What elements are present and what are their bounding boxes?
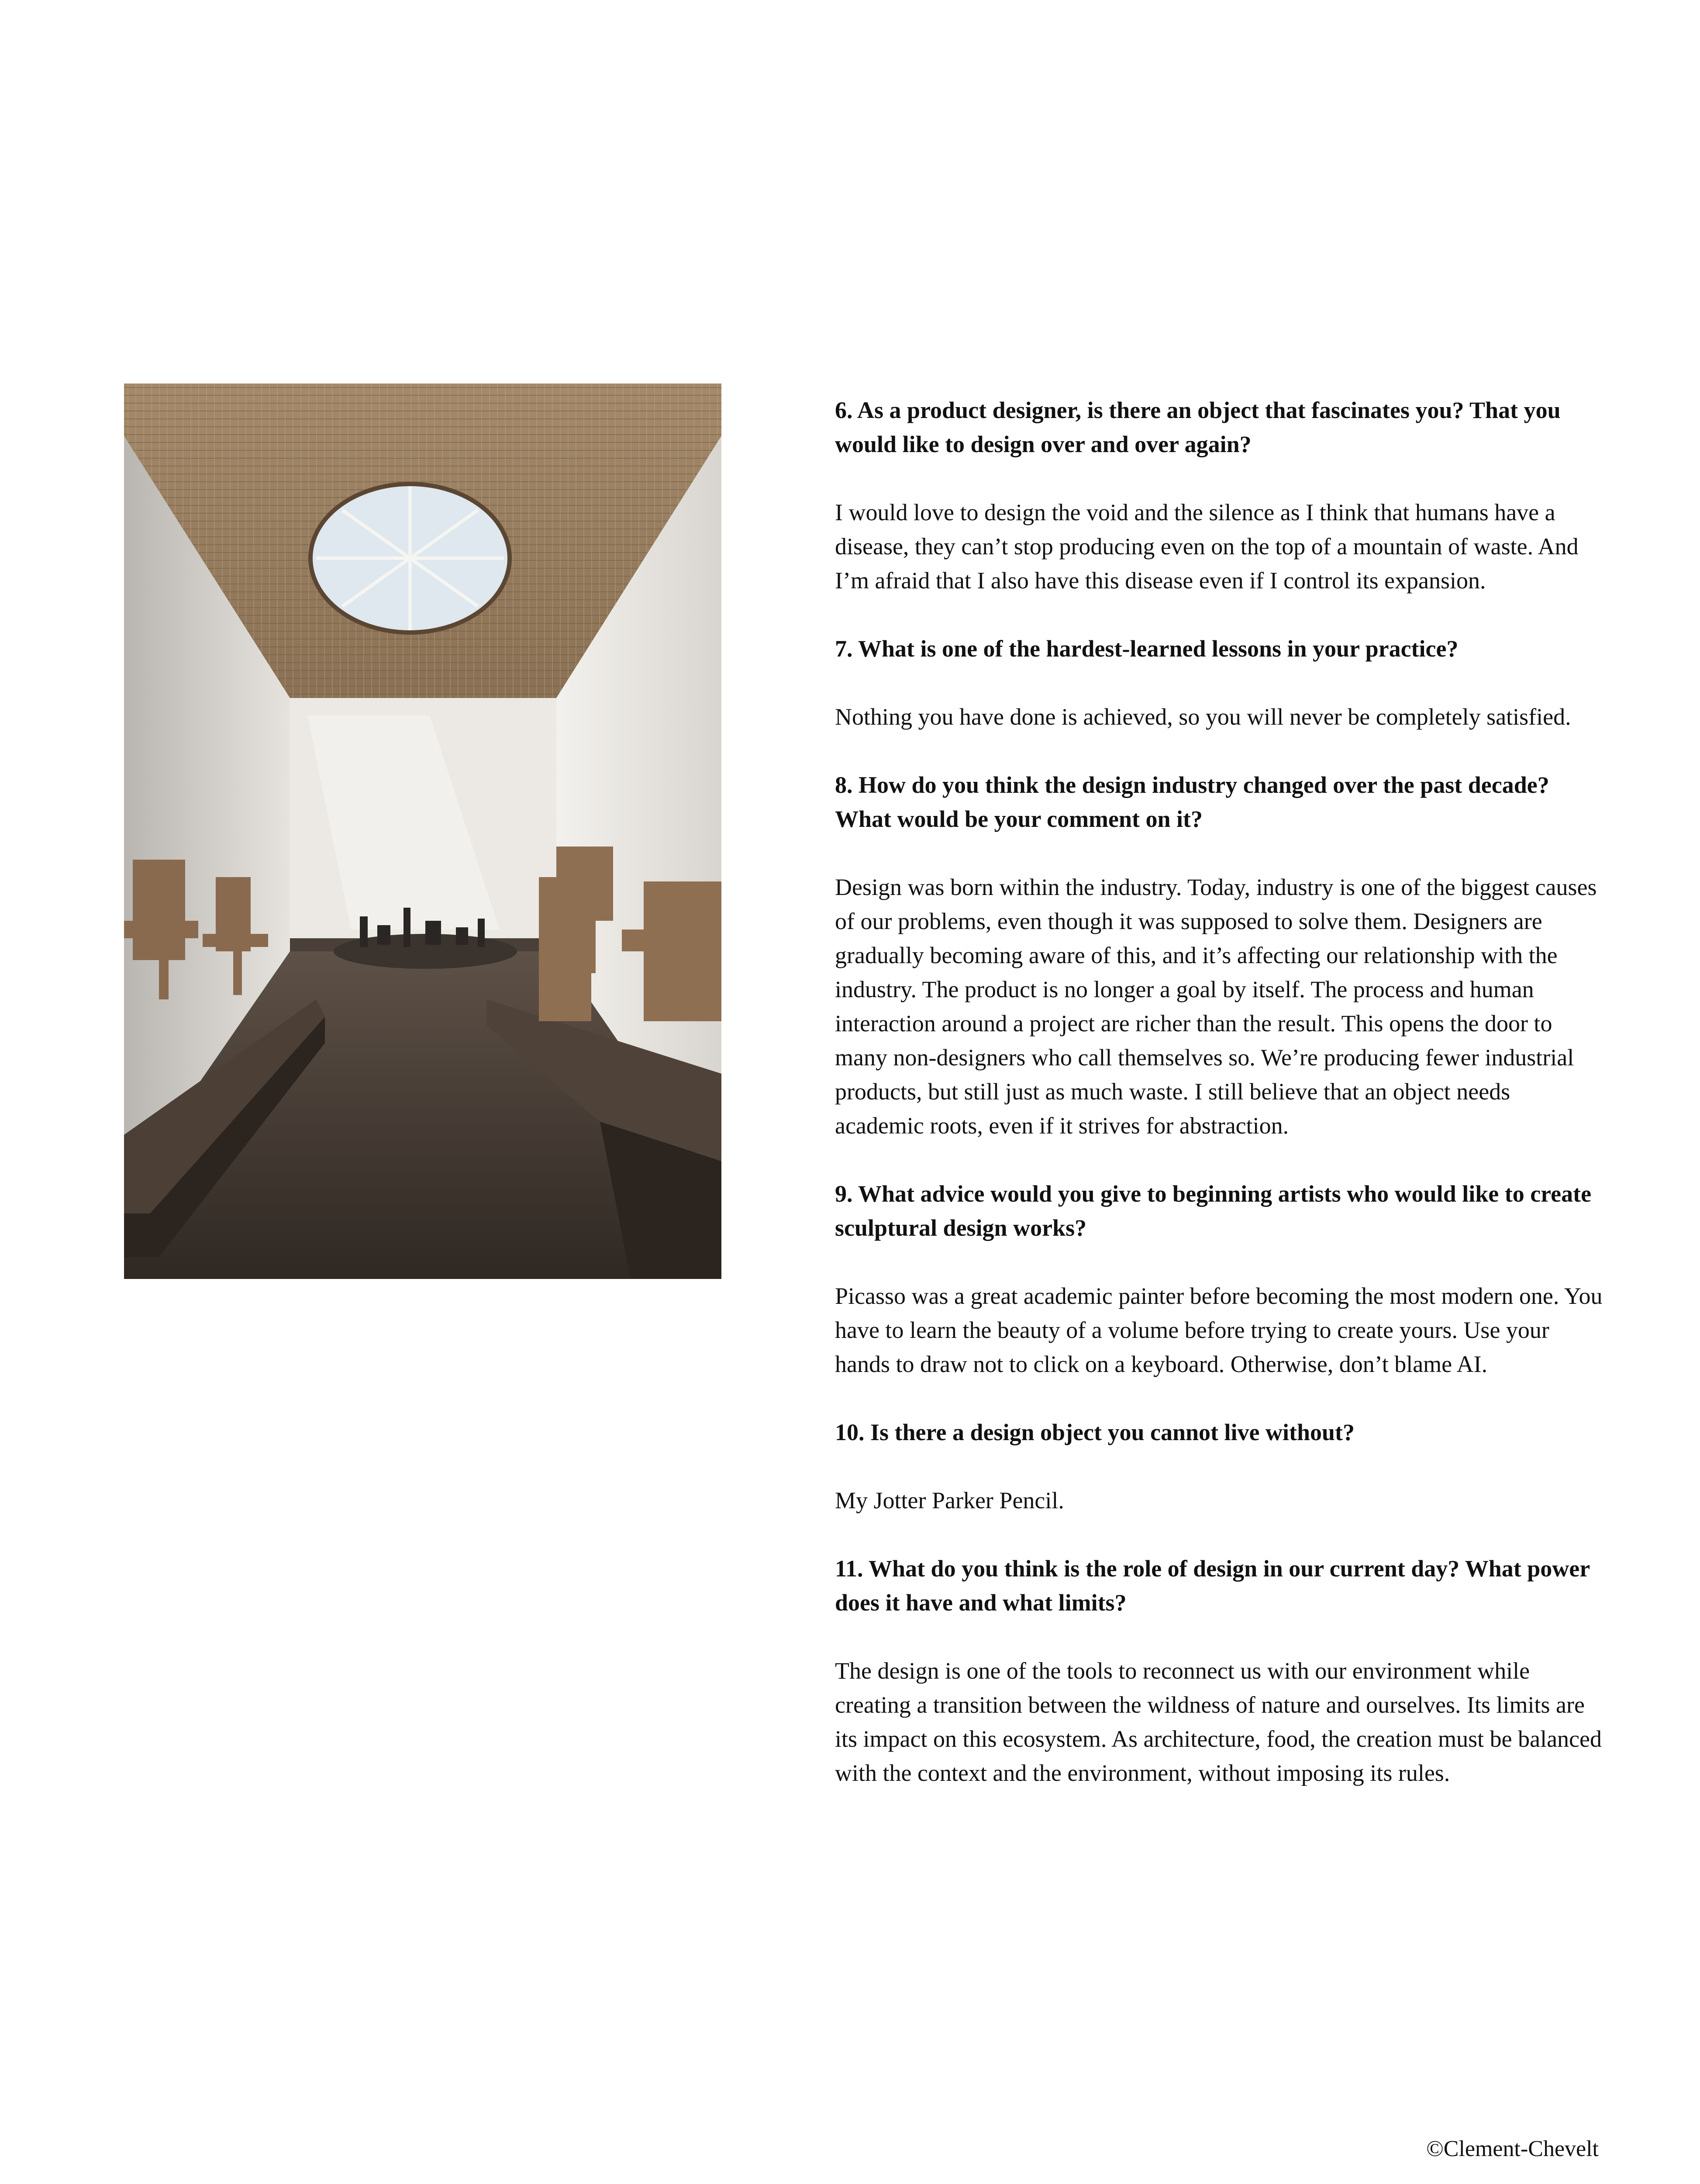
answer-8: Design was born within the industry. Today, industry is one of the biggest causes of our problems, even though it was supposed to solve them. Designers are gradually becoming aware of this, and it’s affecting our relationship with the industry. The product is no longer a goal by itself. The process and human interaction around a project are richer than the result. This opens the door to many non-designers who call themselves so. We’re producing fewer industrial products, but still just as much waste. I still believe that an object needs academic roots, even if it strives for abstraction. <box>835 874 1597 1139</box>
answer-6: I would love to design the void and the silence as I think that humans have a disease, they can’t stop producing even on the top of a mountain of waste. And I’m afraid that I also have this disease even if I control its expansion. <box>835 499 1579 594</box>
answer-10: My Jotter Parker Pencil. <box>835 1487 1064 1514</box>
question-8: 8. How do you think the design industry changed over the past decade? What would be your comment on it? <box>835 772 1549 832</box>
answer-9: Picasso was a great academic painter before becoming the most modern one. You have to learn the beauty of a volume before trying to create yours. Use your hands to draw not to click on a keyboard. Otherwise, don’t blame AI. <box>835 1283 1603 1377</box>
answer-11: The design is one of the tools to reconnect us with our environment while creating a transition between the wildness of nature and ourselves. Its limits are its impact on this ecosystem. As architecture, food, the creation must be balanced with the context and the environment, without imposing its rules. <box>835 1658 1602 1786</box>
photo-credit: ©Clement-Chevelt <box>1426 2136 1599 2161</box>
question-7: 7. What is one of the hardest-learned lessons in your practice? <box>835 636 1459 662</box>
question-6: 6. As a product designer, is there an object that fascinates you? That you would like to design over and over again? <box>835 397 1561 457</box>
interview-text <box>835 393 1603 1790</box>
exhibition-photo <box>124 384 721 1279</box>
question-10: 10. Is there a design object you cannot live without? <box>835 1419 1355 1445</box>
answer-7: Nothing you have done is achieved, so you will never be completely satisfied. <box>835 704 1571 730</box>
exhibition-photo-illustration <box>124 384 721 1279</box>
question-11: 11. What do you think is the role of design in our current day? What power does it have and what limits? <box>835 1555 1590 1616</box>
question-9: 9. What advice would you give to beginning artists who would like to create sculptural design works? <box>835 1181 1592 1241</box>
